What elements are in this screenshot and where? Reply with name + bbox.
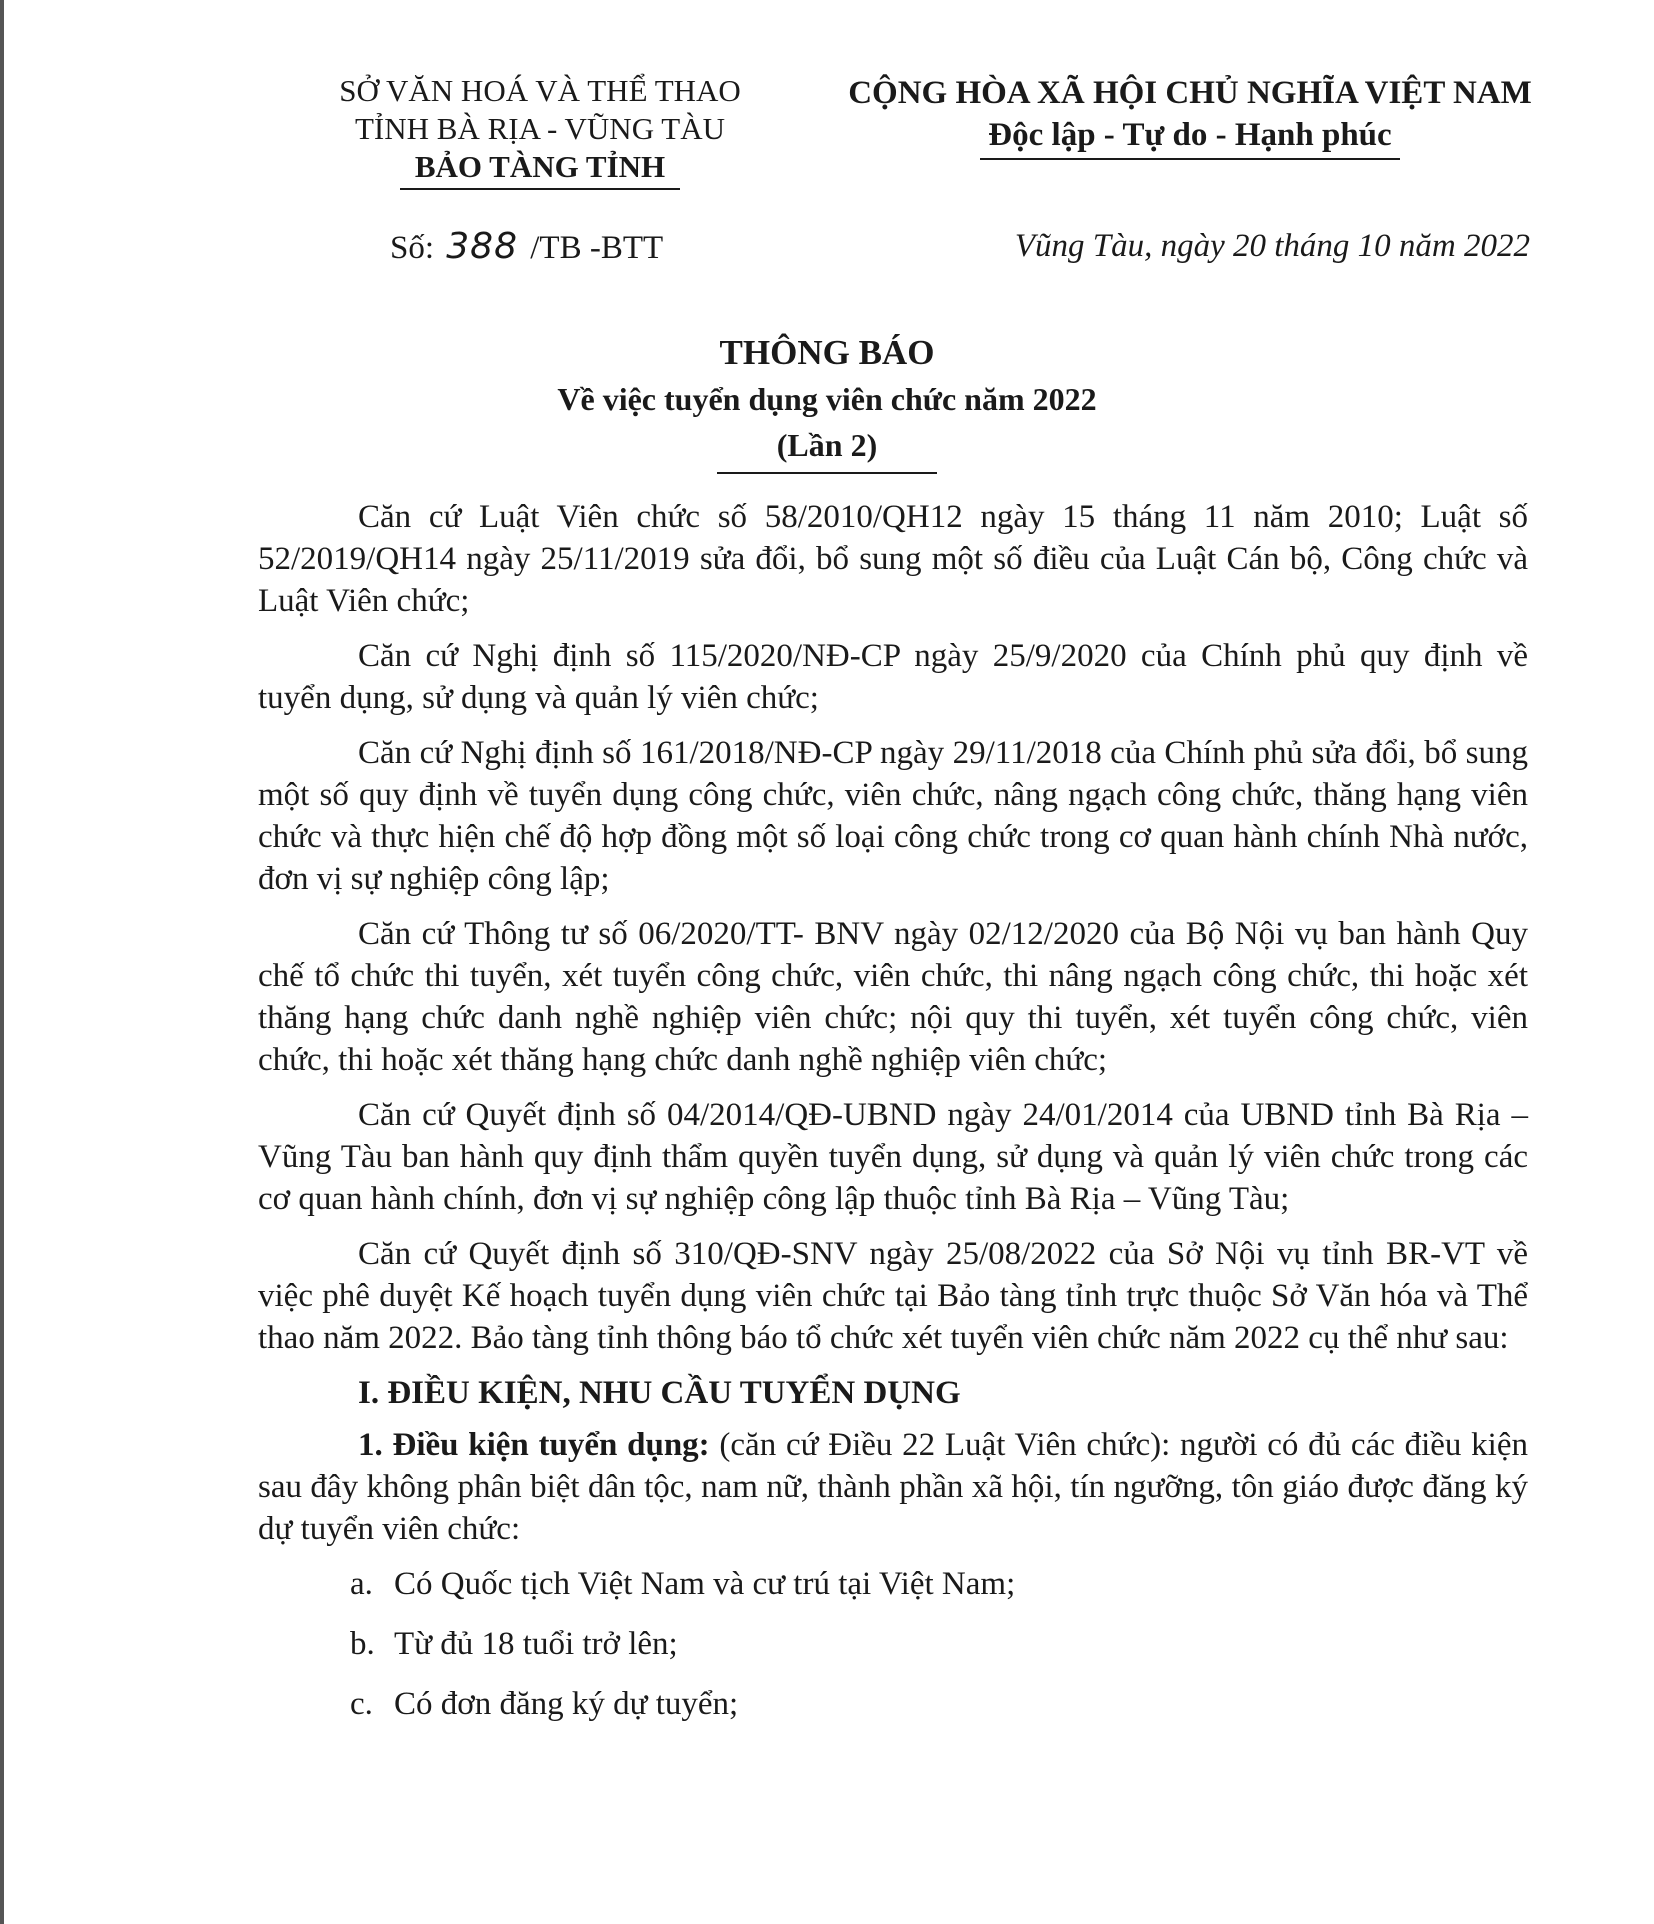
motto-underline xyxy=(980,158,1400,160)
title-underline xyxy=(717,472,937,474)
title-line-2: Về việc tuyển dụng viên chức năm 2022 xyxy=(557,381,1097,417)
conditions-list xyxy=(258,1563,1528,1725)
list-item-text: Từ đủ 18 tuổi trở lên; xyxy=(394,1626,678,1662)
title-line-3: (Lần 2) xyxy=(776,427,878,463)
conditions-text: (căn cứ Điều 22 Luật Viên chức): người có đủ các điều kiện sau đây không phân biệt dân tộc, nam nữ, thành phần xã hội, tín ngưỡng, tôn giáo được đăng ký dự tuyển viên chức: xyxy=(258,1427,1528,1547)
document-number xyxy=(390,226,663,267)
list-marker: a. xyxy=(350,1566,373,1602)
conditions-paragraph xyxy=(258,1424,1528,1550)
legal-basis-paragraph: Căn cứ Nghị định số 161/2018/NĐ-CP ngày 29/11/2018 của Chính phủ sửa đổi, bổ sung một số quy định về tuyển dụng công chức, viên chức, nâng ngạch công chức, thăng hạng viên chức và thực hiện chế độ hợp đồng một số loại công chức trong cơ quan hành chính Nhà nước, đơn vị sự nghiệp công lập; xyxy=(258,735,1528,897)
motto-line: Độc lập - Tự do - Hạnh phúc xyxy=(988,117,1392,153)
authority-line-1: SỞ VĂN HOÁ VÀ THỂ THAO xyxy=(339,73,741,108)
authority-line-3: BẢO TÀNG TỈNH xyxy=(414,149,666,184)
conditions-label: 1. Điều kiện tuyển dụng: xyxy=(358,1427,710,1463)
title-line-1: THÔNG BÁO xyxy=(719,333,935,372)
national-motto xyxy=(820,72,1560,160)
list-item-text: Có Quốc tịch Việt Nam và cư trú tại Việt Nam; xyxy=(394,1566,1016,1602)
legal-basis-paragraph: Căn cứ Quyết định số 310/QĐ-SNV ngày 25/08/2022 của Sở Nội vụ tỉnh BR-VT về việc phê duyệt Kế hoạch tuyển dụng viên chức tại Bảo tàng tỉnh trực thuộc Sở Văn hóa và Thể thao năm 2022. Bảo tàng tỉnh thông báo tổ chức xét tuyển viên chức năm 2022 cụ thể như sau: xyxy=(258,1236,1528,1356)
list-marker: b. xyxy=(350,1626,375,1662)
list-item xyxy=(350,1563,1528,1605)
place-and-date: Vũng Tàu, ngày 20 tháng 10 năm 2022 xyxy=(1014,228,1530,264)
list-item-text: Có đơn đăng ký dự tuyển; xyxy=(394,1686,739,1722)
doc-number-handwritten: 388 xyxy=(446,226,518,267)
doc-number-suffix: /TB -BTT xyxy=(530,230,664,266)
authority-line-2: TỈNH BÀ RỊA - VŨNG TÀU xyxy=(355,111,725,146)
list-item xyxy=(350,1683,1528,1725)
country-name: CỘNG HÒA XÃ HỘI CHỦ NGHĨA VIỆT NAM xyxy=(848,75,1532,111)
list-marker: c. xyxy=(350,1686,373,1722)
issuing-authority xyxy=(290,72,790,190)
legal-basis-paragraph: Căn cứ Nghị định số 115/2020/NĐ-CP ngày 25/9/2020 của Chính phủ quy định về tuyển dụng, sử dụng và quản lý viên chức; xyxy=(258,638,1528,716)
doc-number-prefix: Số: xyxy=(390,230,435,266)
list-item xyxy=(350,1623,1528,1665)
legal-basis-paragraph: Căn cứ Quyết định số 04/2014/QĐ-UBND ngày 24/01/2014 của UBND tỉnh Bà Rịa – Vũng Tàu ban hành quy định thẩm quyền tuyển dụng, sử dụng và quản lý viên chức trong các cơ quan hành chính, đơn vị sự nghiệp công lập thuộc tỉnh Bà Rịa – Vũng Tàu; xyxy=(258,1097,1528,1217)
legal-basis-paragraph: Căn cứ Luật Viên chức số 58/2010/QH12 ngày 15 tháng 11 năm 2010; Luật số 52/2019/QH14 ngày 25/11/2019 sửa đổi, bổ sung một số điều của Luật Cán bộ, Công chức và Luật Viên chức; xyxy=(258,499,1528,619)
document-title xyxy=(0,330,1654,474)
document-body xyxy=(258,496,1528,1743)
legal-basis-paragraph: Căn cứ Thông tư số 06/2020/TT- BNV ngày 02/12/2020 của Bộ Nội vụ ban hành Quy chế tổ chức thi tuyển, xét tuyển công chức, viên chức, thi nâng ngạch công chức, thi hoặc xét thăng hạng chức danh nghề nghiệp viên chức; nội quy thi tuyển, xét tuyển công chức, viên chức, thi hoặc xét thăng hạng chức danh nghề nghiệp viên chức; xyxy=(258,916,1528,1078)
scan-edge xyxy=(0,0,4,1924)
section-heading: I. ĐIỀU KIỆN, NHU CẦU TUYỂN DỤNG xyxy=(358,1375,961,1411)
authority-underline xyxy=(400,188,680,190)
